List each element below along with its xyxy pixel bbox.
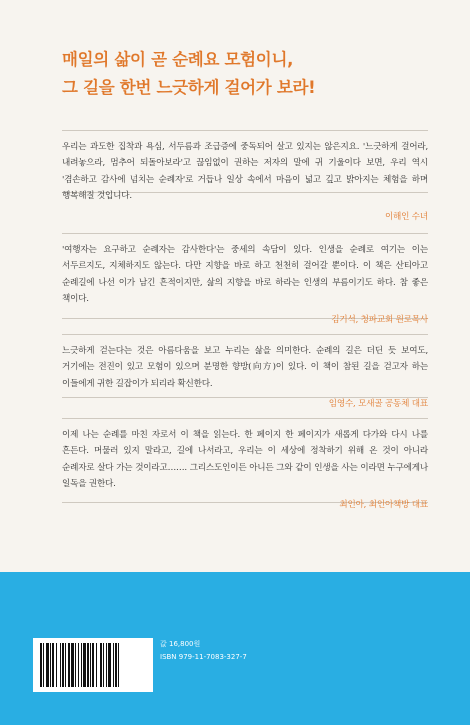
review-block: [62, 233, 428, 325]
price-info: [160, 638, 247, 664]
review-author: 최인아, 최인아책방 대표: [339, 499, 428, 510]
review-author: 임영수, 모새골 공동체 대표: [328, 399, 428, 410]
review-text: '여행자는 요구하고 순례자는 감사한다'는 중세의 속담이 있다. 인생을 순례로 여기는 이는 서두르지도, 지체하지도 않는다. 다만 지향을 바로 하고 천천히 걸어갈 뿐이다. 이 책은 산티아고 순례길에 나선 이가 남긴 흔적이지만, 삶의 지향을 바로 하라는 인생의 부름이기도 하다. 참 좋은 책이다.: [62, 245, 428, 305]
review-block: [62, 418, 428, 510]
review-text: 우리는 과도한 집착과 욕심, 서두름과 조급증에 중독되어 살고 있지는 않은지요. '느긋하게 걸어라, 내려놓으라, 멈추어 되돌아보라'고 끊임없이 권하는 저자의 말에 귀 기울이다 보면, 우리 역시 '겸손하고 감사에 넘치는 순례자'로 거듭나 일상 속에서 마음이 넓고 깊고 밝아지는 체험을 하며 행복해질 것입니다.: [62, 142, 428, 202]
isbn-text: ISBN 979-11-7083-327-7: [160, 653, 247, 661]
review-block: [62, 334, 428, 410]
barcode-icon: [40, 643, 146, 687]
price-text: 값 16,800원: [160, 640, 201, 648]
review-text: 이제 나는 순례를 마친 자로서 이 책을 읽는다. 한 페이지 한 페이지가 새롭게 다가와 다시 나를 흔든다. 머물러 있지 말라고, 길에 나서라고, 우리는 이 세상에 정착하기 위해 온 것이 아니라 순례자로 살다 가는 것이라고……. 그리스도인이든 아니든 그와 같이 인생을 사는 이라면 누구에게나 일독을 권한다.: [62, 430, 428, 490]
headline: [62, 46, 442, 102]
headline-line-1: 매일의 삶이 곧 순례요 모험이니,: [62, 50, 294, 69]
barcode: [33, 638, 153, 692]
headline-line-2: 그 길을 한번 느긋하게 걸어가 보라!: [62, 78, 316, 97]
review-author: 이해인 수녀: [384, 211, 428, 222]
review-text: 느긋하게 걷는다는 것은 아름다움을 보고 누리는 삶을 의미한다. 순례의 길은 더딘 듯 보여도, 거기에는 전진이 있고 모험이 있으며 분명한 향방(向方)이 있다. 이 책이 참된 길을 걷고자 하는 이들에게 귀한 길잡이가 되리라 확신한다.: [62, 346, 428, 389]
review-author: 김기석, 청파교회 원로목사: [331, 314, 428, 325]
review-block: [62, 130, 428, 222]
